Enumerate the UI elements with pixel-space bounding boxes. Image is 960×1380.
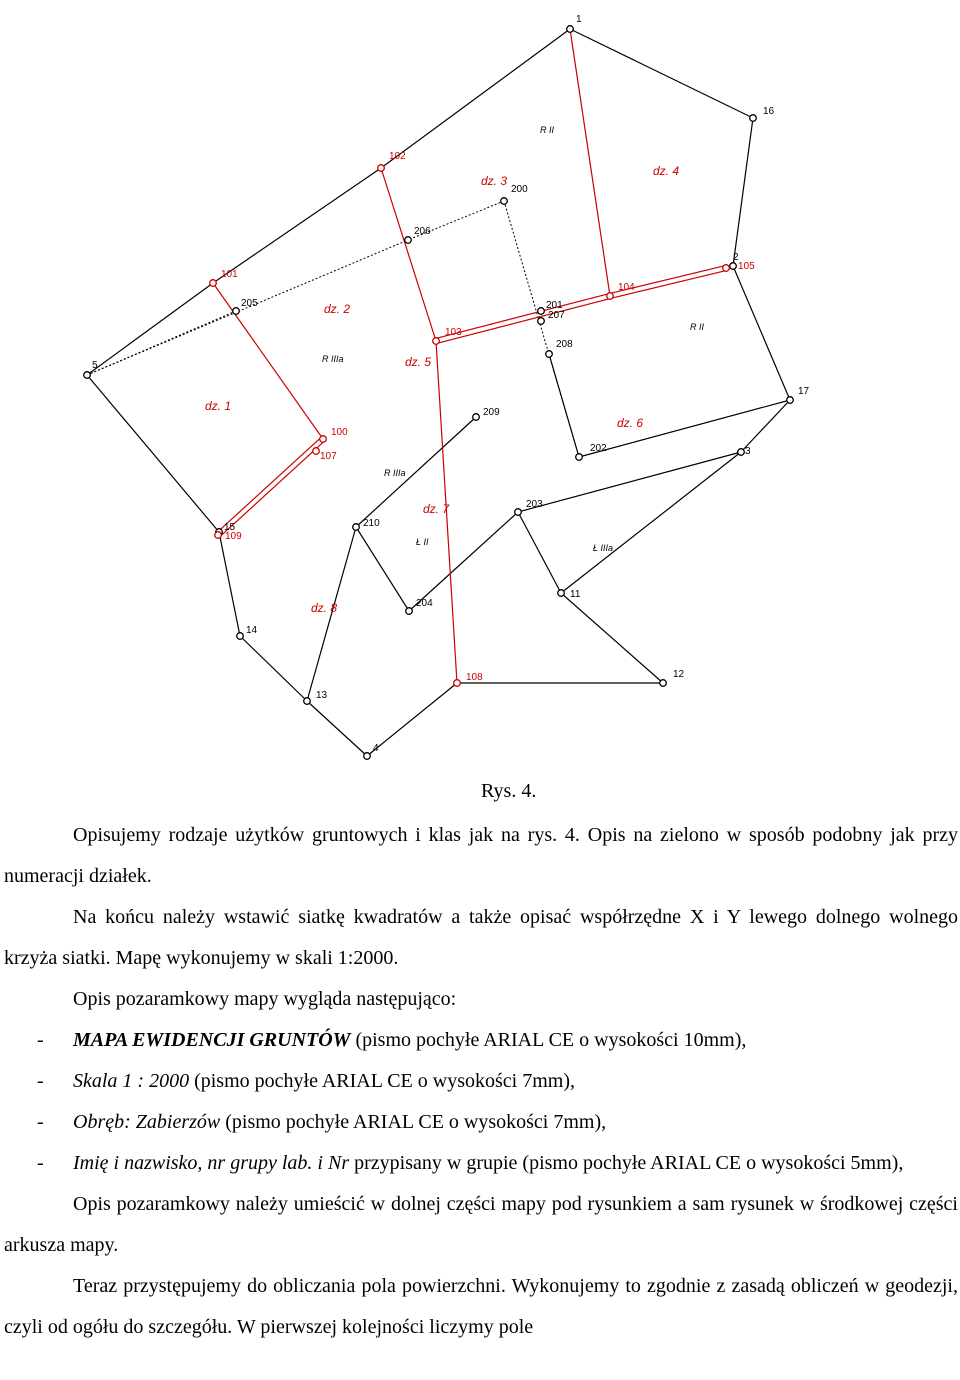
list-item bbox=[4, 1143, 958, 1184]
survey-points bbox=[84, 26, 794, 760]
point-label: 17 bbox=[798, 386, 810, 397]
boundary-line bbox=[518, 512, 561, 593]
dotted-lines bbox=[87, 201, 579, 457]
boundary-line bbox=[518, 452, 741, 512]
paragraph-5: Teraz przystępujemy do obliczania pola powierzchni. Wykonujemy to zgodnie z zasadą obliczeń w geodezji, czyli od ogółu do szczegółu. W pierwszej kolejności liczymy pole bbox=[4, 1275, 958, 1338]
survey-point-marker bbox=[738, 449, 745, 456]
map-labels bbox=[92, 14, 810, 754]
survey-point-marker bbox=[364, 753, 371, 760]
list-item bbox=[4, 1020, 958, 1061]
red-boundary-line bbox=[570, 29, 610, 296]
point-label: 206 bbox=[414, 226, 431, 237]
parcel-label: dz. 5 bbox=[405, 355, 432, 369]
figure-caption: Rys. 4. bbox=[481, 780, 537, 802]
list-dash: - bbox=[37, 1070, 44, 1092]
list-emph: Skala 1 : 2000 bbox=[73, 1070, 190, 1092]
list-emph: Imię i nazwisko, nr grupy lab. i Nr bbox=[73, 1152, 350, 1174]
paragraph-4: Opis pozaramkowy należy umieścić w dolnej części mapy pod rysunkiem a sam rysunek w środkowej części arkusza mapy. bbox=[4, 1193, 958, 1256]
point-label: 12 bbox=[673, 669, 685, 680]
survey-point-marker bbox=[405, 237, 412, 244]
list-item bbox=[4, 1061, 958, 1102]
survey-point-marker bbox=[501, 198, 508, 205]
point-label: 203 bbox=[526, 499, 543, 510]
list-rest: przypisany w grupie (pismo pochyłe ARIAL CE o wysokości 5mm), bbox=[349, 1152, 904, 1174]
survey-point-marker bbox=[538, 318, 545, 325]
point-label: 201 bbox=[546, 300, 563, 311]
boundary-line bbox=[561, 452, 741, 593]
point-label: 3 bbox=[745, 446, 751, 457]
survey-point-marker bbox=[730, 263, 737, 270]
point-label: 16 bbox=[763, 106, 775, 117]
parcel-label: dz. 7 bbox=[423, 502, 450, 516]
boundary-line bbox=[733, 118, 753, 266]
point-label: 107 bbox=[320, 451, 337, 462]
boundary-line bbox=[733, 266, 790, 400]
document-body bbox=[4, 815, 958, 1348]
boundary-line bbox=[240, 636, 307, 701]
point-label: 14 bbox=[246, 625, 258, 636]
paragraph-3: Opis pozaramkowy mapy wygląda następująco: bbox=[73, 988, 457, 1010]
survey-point-marker bbox=[538, 308, 545, 315]
list-dash: - bbox=[37, 1152, 44, 1174]
list-item bbox=[4, 1102, 958, 1143]
list-rest: (pismo pochyłe ARIAL CE o wysokości 7mm), bbox=[189, 1070, 575, 1092]
point-label: 207 bbox=[548, 310, 565, 321]
list-dash: - bbox=[37, 1111, 44, 1133]
boundary-line bbox=[356, 417, 476, 527]
point-label: 5 bbox=[92, 360, 98, 371]
land-class-label: R II bbox=[690, 322, 705, 332]
parcel-label: dz. 6 bbox=[617, 416, 644, 430]
list-rest: (pismo pochyłe ARIAL CE o wysokości 7mm), bbox=[220, 1111, 607, 1133]
land-class-label: R IIIa bbox=[384, 468, 406, 478]
list-emph: MAPA EWIDENCJI GRUNTÓW bbox=[73, 1029, 351, 1051]
parcel-label: dz. 4 bbox=[653, 164, 680, 178]
parcel-label: dz. 8 bbox=[311, 601, 338, 615]
survey-point-marker bbox=[558, 590, 565, 597]
survey-point-marker bbox=[750, 115, 757, 122]
boundary-line bbox=[307, 701, 367, 756]
road-line bbox=[216, 437, 321, 533]
survey-point-marker bbox=[660, 680, 667, 687]
survey-point-marker bbox=[233, 308, 240, 315]
list-dash: - bbox=[37, 1029, 44, 1051]
list-rest: (pismo pochyłe ARIAL CE o wysokości 10mm), bbox=[350, 1029, 747, 1051]
boundary-line bbox=[356, 527, 409, 611]
survey-point-marker bbox=[320, 436, 327, 443]
boundary-line bbox=[570, 29, 753, 118]
black-boundary-lines bbox=[87, 29, 790, 756]
double-road-lines bbox=[216, 266, 726, 537]
boundary-line bbox=[219, 532, 240, 636]
point-label: 4 bbox=[373, 743, 379, 754]
survey-point-marker bbox=[210, 280, 217, 287]
paragraph-1: Opisujemy rodzaje użytków gruntowych i klas jak na rys. 4. Opis na zielono w sposób podobny jak przy numeracji działek. bbox=[4, 824, 958, 887]
paragraph-2: Na końcu należy wstawić siatkę kwadratów a także opisać współrzędne X i Y lewego dolnego wolnego krzyża siatki. Mapę wykonujemy w skali 1:2000. bbox=[4, 906, 958, 969]
point-label: 105 bbox=[738, 261, 755, 272]
parcel-label: dz. 2 bbox=[324, 302, 351, 316]
land-class-label: Ł IIIa bbox=[593, 543, 614, 553]
survey-point-marker bbox=[473, 414, 480, 421]
point-label: 11 bbox=[570, 589, 581, 600]
point-label: 109 bbox=[225, 531, 242, 542]
boundary-line bbox=[741, 400, 790, 452]
point-label: 1 bbox=[576, 14, 582, 25]
point-label: 15 bbox=[224, 522, 236, 533]
point-label: 101 bbox=[221, 269, 238, 280]
point-label: 202 bbox=[590, 443, 607, 454]
survey-point-marker bbox=[433, 338, 440, 345]
list-emph: Obręb: Zabierzów bbox=[73, 1111, 221, 1133]
point-label: 108 bbox=[466, 672, 483, 683]
survey-point-marker bbox=[546, 351, 553, 358]
point-label: 102 bbox=[389, 151, 406, 162]
survey-point-marker bbox=[304, 698, 311, 705]
survey-point-marker bbox=[84, 372, 91, 379]
point-label: 204 bbox=[416, 598, 433, 609]
point-label: 210 bbox=[363, 518, 380, 529]
boundary-line bbox=[549, 354, 579, 457]
boundary-line bbox=[561, 593, 663, 683]
point-label: 205 bbox=[241, 298, 258, 309]
survey-point-marker bbox=[378, 165, 385, 172]
red-boundary-line bbox=[213, 283, 323, 439]
survey-point-marker bbox=[313, 448, 320, 455]
survey-point-marker bbox=[515, 509, 522, 516]
survey-point-marker bbox=[576, 454, 583, 461]
boundary-line bbox=[579, 400, 790, 457]
point-label: 209 bbox=[483, 407, 500, 418]
point-label: 104 bbox=[618, 282, 635, 293]
boundary-line bbox=[409, 512, 518, 611]
parcel-label: dz. 1 bbox=[205, 399, 232, 413]
road-line bbox=[220, 441, 325, 537]
boundary-line bbox=[381, 29, 570, 168]
point-label: 100 bbox=[331, 427, 348, 438]
point-label: 200 bbox=[511, 184, 528, 195]
point-label: 103 bbox=[445, 327, 462, 338]
survey-point-marker bbox=[723, 265, 730, 272]
survey-point-marker bbox=[787, 397, 794, 404]
survey-point-marker bbox=[454, 680, 461, 687]
land-class-label: R II bbox=[540, 125, 555, 135]
red-boundary-line bbox=[381, 168, 436, 341]
road-line bbox=[437, 298, 611, 343]
point-label: 13 bbox=[316, 690, 328, 701]
boundary-line bbox=[87, 375, 219, 532]
survey-point-marker bbox=[215, 532, 222, 539]
survey-point-marker bbox=[353, 524, 360, 531]
survey-point-marker bbox=[406, 608, 413, 615]
land-class-label: R IIIa bbox=[322, 354, 344, 364]
point-label: 208 bbox=[556, 339, 573, 350]
point-label: 2 bbox=[733, 252, 739, 263]
boundary-line bbox=[213, 168, 381, 283]
parcel-label: dz. 3 bbox=[481, 174, 508, 188]
survey-point-marker bbox=[567, 26, 574, 33]
boundary-line bbox=[367, 683, 457, 756]
survey-point-marker bbox=[237, 633, 244, 640]
survey-point-marker bbox=[607, 293, 614, 300]
land-class-label: Ł II bbox=[416, 537, 429, 547]
